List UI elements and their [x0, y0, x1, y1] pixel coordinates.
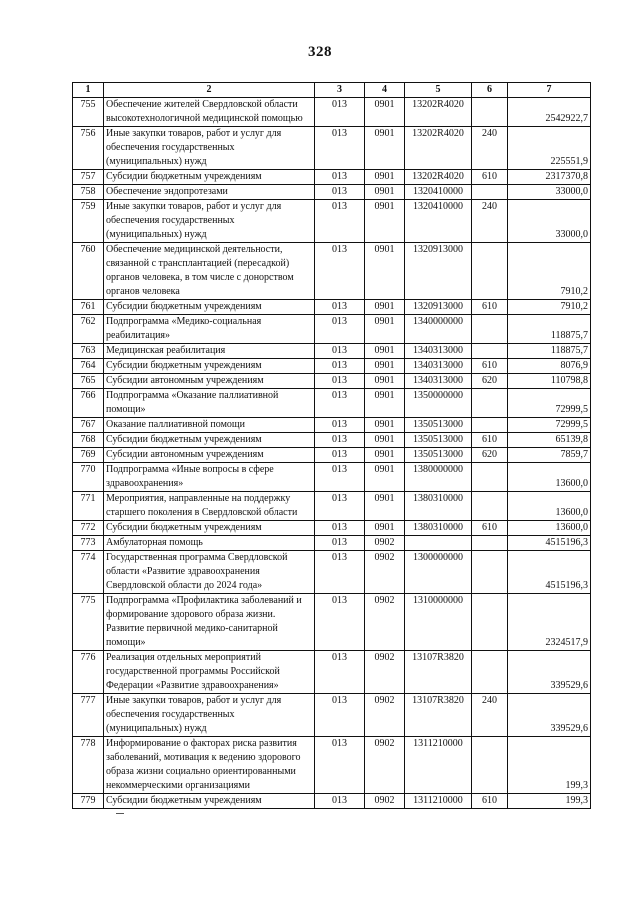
row-name: Информирование о факторах риска развития заболеваний, мотивация к ведению здорового образа жизни социально ориентированными некоммерческими организациями — [104, 737, 315, 794]
row-amount: 33000,0 — [508, 185, 591, 200]
table-row — [73, 300, 591, 315]
row-target-code: 1320410000 — [405, 185, 472, 200]
page-number: 328 — [308, 44, 332, 60]
row-ministry-code: 013 — [315, 418, 365, 433]
row-section-code: 0901 — [365, 185, 405, 200]
row-number: 769 — [73, 448, 104, 463]
row-target-code: 1320913000 — [405, 243, 472, 300]
row-name: Субсидии бюджетным учреждениям — [104, 794, 315, 809]
row-number: 774 — [73, 551, 104, 594]
row-amount: 339529,6 — [508, 651, 591, 694]
row-section-code: 0901 — [365, 448, 405, 463]
row-name: Медицинская реабилитация — [104, 344, 315, 359]
table-row — [73, 374, 591, 389]
row-target-code: 1310000000 — [405, 594, 472, 651]
row-amount: 2317370,8 — [508, 170, 591, 185]
row-number: 758 — [73, 185, 104, 200]
row-ministry-code: 013 — [315, 694, 365, 737]
row-amount: 118875,7 — [508, 344, 591, 359]
row-number: 763 — [73, 344, 104, 359]
table-row — [73, 694, 591, 737]
row-expense-type — [472, 463, 508, 492]
row-target-code: 1340313000 — [405, 344, 472, 359]
row-expense-type — [472, 536, 508, 551]
row-section-code: 0901 — [365, 127, 405, 170]
row-target-code: 1350513000 — [405, 418, 472, 433]
row-section-code: 0902 — [365, 737, 405, 794]
row-number: 773 — [73, 536, 104, 551]
row-target-code: 1380310000 — [405, 492, 472, 521]
row-section-code: 0901 — [365, 418, 405, 433]
table-row — [73, 315, 591, 344]
row-target-code: 1350513000 — [405, 433, 472, 448]
row-expense-type — [472, 185, 508, 200]
row-target-code: 1380000000 — [405, 463, 472, 492]
table-row — [73, 418, 591, 433]
row-target-code: 1311210000 — [405, 737, 472, 794]
row-target-code — [405, 536, 472, 551]
row-name: Оказание паллиативной помощи — [104, 418, 315, 433]
row-amount: 72999,5 — [508, 418, 591, 433]
row-number: 765 — [73, 374, 104, 389]
row-expense-type — [472, 492, 508, 521]
row-amount: 33000,0 — [508, 200, 591, 243]
row-number: 771 — [73, 492, 104, 521]
row-expense-type: 240 — [472, 127, 508, 170]
row-section-code: 0901 — [365, 344, 405, 359]
table-row — [73, 536, 591, 551]
row-target-code: 1380310000 — [405, 521, 472, 536]
table-row — [73, 127, 591, 170]
table-row — [73, 551, 591, 594]
row-expense-type — [472, 344, 508, 359]
row-number: 759 — [73, 200, 104, 243]
row-name: Иные закупки товаров, работ и услуг для обеспечения государственных (муниципальных) нужд — [104, 694, 315, 737]
row-ministry-code: 013 — [315, 300, 365, 315]
row-expense-type: 610 — [472, 170, 508, 185]
row-section-code: 0901 — [365, 300, 405, 315]
table-row — [73, 433, 591, 448]
row-amount: 13600,0 — [508, 492, 591, 521]
table-row — [73, 243, 591, 300]
table-row — [73, 594, 591, 651]
table-row — [73, 389, 591, 418]
row-section-code: 0901 — [365, 433, 405, 448]
table-header-row — [73, 83, 591, 98]
row-expense-type — [472, 389, 508, 418]
row-ministry-code: 013 — [315, 359, 365, 374]
row-amount: 8076,9 — [508, 359, 591, 374]
row-amount: 4515196,3 — [508, 536, 591, 551]
row-ministry-code: 013 — [315, 521, 365, 536]
header-col-7: 7 — [508, 83, 591, 98]
row-name: Амбулаторная помощь — [104, 536, 315, 551]
row-amount: 225551,9 — [508, 127, 591, 170]
row-target-code: 1340000000 — [405, 315, 472, 344]
row-amount: 199,3 — [508, 737, 591, 794]
row-name: Государственная программа Свердловской области «Развитие здравоохранения Свердловской области до 2024 года» — [104, 551, 315, 594]
header-col-6: 6 — [472, 83, 508, 98]
row-section-code: 0902 — [365, 594, 405, 651]
row-section-code: 0901 — [365, 374, 405, 389]
table-row — [73, 737, 591, 794]
row-amount: 118875,7 — [508, 315, 591, 344]
row-section-code: 0901 — [365, 521, 405, 536]
row-section-code: 0901 — [365, 98, 405, 127]
row-section-code: 0901 — [365, 200, 405, 243]
row-target-code: 1320913000 — [405, 300, 472, 315]
row-name: Мероприятия, направленные на поддержку старшего поколения в Свердловской области — [104, 492, 315, 521]
row-ministry-code: 013 — [315, 594, 365, 651]
row-expense-type — [472, 418, 508, 433]
row-ministry-code: 013 — [315, 200, 365, 243]
row-name: Субсидии автономным учреждениям — [104, 374, 315, 389]
row-section-code: 0901 — [365, 492, 405, 521]
row-section-code: 0901 — [365, 463, 405, 492]
scan-mark — [116, 813, 124, 814]
table-row — [73, 463, 591, 492]
table-row — [73, 98, 591, 127]
row-number: 755 — [73, 98, 104, 127]
row-ministry-code: 013 — [315, 448, 365, 463]
row-ministry-code: 013 — [315, 98, 365, 127]
row-target-code: 13107R3820 — [405, 694, 472, 737]
row-name: Субсидии автономным учреждениям — [104, 448, 315, 463]
row-ministry-code: 013 — [315, 492, 365, 521]
row-amount: 7910,2 — [508, 243, 591, 300]
row-ministry-code: 013 — [315, 344, 365, 359]
table-row — [73, 651, 591, 694]
row-ministry-code: 013 — [315, 651, 365, 694]
table-row — [73, 521, 591, 536]
row-amount: 7859,7 — [508, 448, 591, 463]
row-amount: 2324517,9 — [508, 594, 591, 651]
row-expense-type — [472, 98, 508, 127]
row-ministry-code: 013 — [315, 170, 365, 185]
row-amount: 72999,5 — [508, 389, 591, 418]
header-col-5: 5 — [405, 83, 472, 98]
row-name: Подпрограмма «Профилактика заболеваний и формирование здорового образа жизни. Развитие первичной медико-санитарной помощи» — [104, 594, 315, 651]
row-amount: 13600,0 — [508, 521, 591, 536]
row-name: Подпрограмма «Медико-социальная реабилитация» — [104, 315, 315, 344]
row-target-code: 13202R4020 — [405, 98, 472, 127]
row-expense-type: 620 — [472, 374, 508, 389]
row-expense-type: 610 — [472, 794, 508, 809]
table-row — [73, 170, 591, 185]
row-number: 761 — [73, 300, 104, 315]
row-section-code: 0902 — [365, 694, 405, 737]
row-name: Субсидии бюджетным учреждениям — [104, 300, 315, 315]
row-amount: 2542922,7 — [508, 98, 591, 127]
row-section-code: 0902 — [365, 651, 405, 694]
row-amount: 339529,6 — [508, 694, 591, 737]
row-expense-type — [472, 243, 508, 300]
row-section-code: 0901 — [365, 315, 405, 344]
row-target-code: 1340313000 — [405, 359, 472, 374]
row-ministry-code: 013 — [315, 551, 365, 594]
row-amount: 110798,8 — [508, 374, 591, 389]
row-section-code: 0902 — [365, 794, 405, 809]
row-name: Субсидии бюджетным учреждениям — [104, 521, 315, 536]
header-col-3: 3 — [315, 83, 365, 98]
row-ministry-code: 013 — [315, 463, 365, 492]
row-ministry-code: 013 — [315, 737, 365, 794]
row-name: Подпрограмма «Оказание паллиативной помощи» — [104, 389, 315, 418]
row-ministry-code: 013 — [315, 315, 365, 344]
row-expense-type: 240 — [472, 694, 508, 737]
row-expense-type: 610 — [472, 433, 508, 448]
row-number: 775 — [73, 594, 104, 651]
row-number: 776 — [73, 651, 104, 694]
row-expense-type: 610 — [472, 521, 508, 536]
table-row — [73, 200, 591, 243]
table-row — [73, 794, 591, 809]
row-number: 767 — [73, 418, 104, 433]
header-col-2: 2 — [104, 83, 315, 98]
row-number: 768 — [73, 433, 104, 448]
row-expense-type: 610 — [472, 359, 508, 374]
header-col-4: 4 — [365, 83, 405, 98]
row-ministry-code: 013 — [315, 389, 365, 418]
row-ministry-code: 013 — [315, 374, 365, 389]
row-amount: 65139,8 — [508, 433, 591, 448]
header-col-1: 1 — [73, 83, 104, 98]
table-row — [73, 359, 591, 374]
row-target-code: 1320410000 — [405, 200, 472, 243]
row-number: 762 — [73, 315, 104, 344]
row-number: 770 — [73, 463, 104, 492]
row-number: 764 — [73, 359, 104, 374]
row-name: Субсидии бюджетным учреждениям — [104, 170, 315, 185]
row-number: 760 — [73, 243, 104, 300]
row-target-code: 13202R4020 — [405, 127, 472, 170]
row-target-code: 13202R4020 — [405, 170, 472, 185]
row-name: Подпрограмма «Иные вопросы в сфере здравоохранения» — [104, 463, 315, 492]
row-number: 772 — [73, 521, 104, 536]
row-expense-type — [472, 651, 508, 694]
row-section-code: 0902 — [365, 536, 405, 551]
row-target-code: 1350000000 — [405, 389, 472, 418]
row-section-code: 0902 — [365, 551, 405, 594]
row-name: Обеспечение медицинской деятельности, связанной с трансплантацией (пересадкой) органов человека, в том числе с донорством органов человека — [104, 243, 315, 300]
row-expense-type — [472, 315, 508, 344]
row-number: 756 — [73, 127, 104, 170]
row-target-code: 1350513000 — [405, 448, 472, 463]
row-ministry-code: 013 — [315, 433, 365, 448]
row-section-code: 0901 — [365, 243, 405, 300]
table-row — [73, 344, 591, 359]
row-number: 757 — [73, 170, 104, 185]
row-section-code: 0901 — [365, 389, 405, 418]
row-number: 778 — [73, 737, 104, 794]
row-name: Субсидии бюджетным учреждениям — [104, 359, 315, 374]
row-expense-type: 620 — [472, 448, 508, 463]
row-target-code: 1311210000 — [405, 794, 472, 809]
row-expense-type — [472, 551, 508, 594]
row-number: 779 — [73, 794, 104, 809]
row-expense-type — [472, 737, 508, 794]
row-expense-type — [472, 594, 508, 651]
table-row — [73, 448, 591, 463]
row-target-code: 13107R3820 — [405, 651, 472, 694]
row-number: 766 — [73, 389, 104, 418]
table-row — [73, 492, 591, 521]
row-amount: 7910,2 — [508, 300, 591, 315]
row-ministry-code: 013 — [315, 185, 365, 200]
row-amount: 199,3 — [508, 794, 591, 809]
row-number: 777 — [73, 694, 104, 737]
row-ministry-code: 013 — [315, 794, 365, 809]
table-body — [73, 98, 591, 809]
row-ministry-code: 013 — [315, 127, 365, 170]
row-ministry-code: 013 — [315, 536, 365, 551]
row-name: Иные закупки товаров, работ и услуг для обеспечения государственных (муниципальных) нужд — [104, 127, 315, 170]
row-target-code: 1340313000 — [405, 374, 472, 389]
row-section-code: 0901 — [365, 359, 405, 374]
row-target-code: 1300000000 — [405, 551, 472, 594]
row-name: Обеспечение эндопротезами — [104, 185, 315, 200]
row-amount: 13600,0 — [508, 463, 591, 492]
row-name: Обеспечение жителей Свердловской области высокотехнологичной медицинской помощью — [104, 98, 315, 127]
row-amount: 4515196,3 — [508, 551, 591, 594]
table-row — [73, 185, 591, 200]
row-expense-type: 240 — [472, 200, 508, 243]
row-expense-type: 610 — [472, 300, 508, 315]
row-section-code: 0901 — [365, 170, 405, 185]
row-name: Реализация отдельных мероприятий государственной программы Российской Федерации «Развитие здравоохранения» — [104, 651, 315, 694]
row-ministry-code: 013 — [315, 243, 365, 300]
row-name: Субсидии бюджетным учреждениям — [104, 433, 315, 448]
budget-table — [72, 82, 591, 809]
row-name: Иные закупки товаров, работ и услуг для обеспечения государственных (муниципальных) нужд — [104, 200, 315, 243]
